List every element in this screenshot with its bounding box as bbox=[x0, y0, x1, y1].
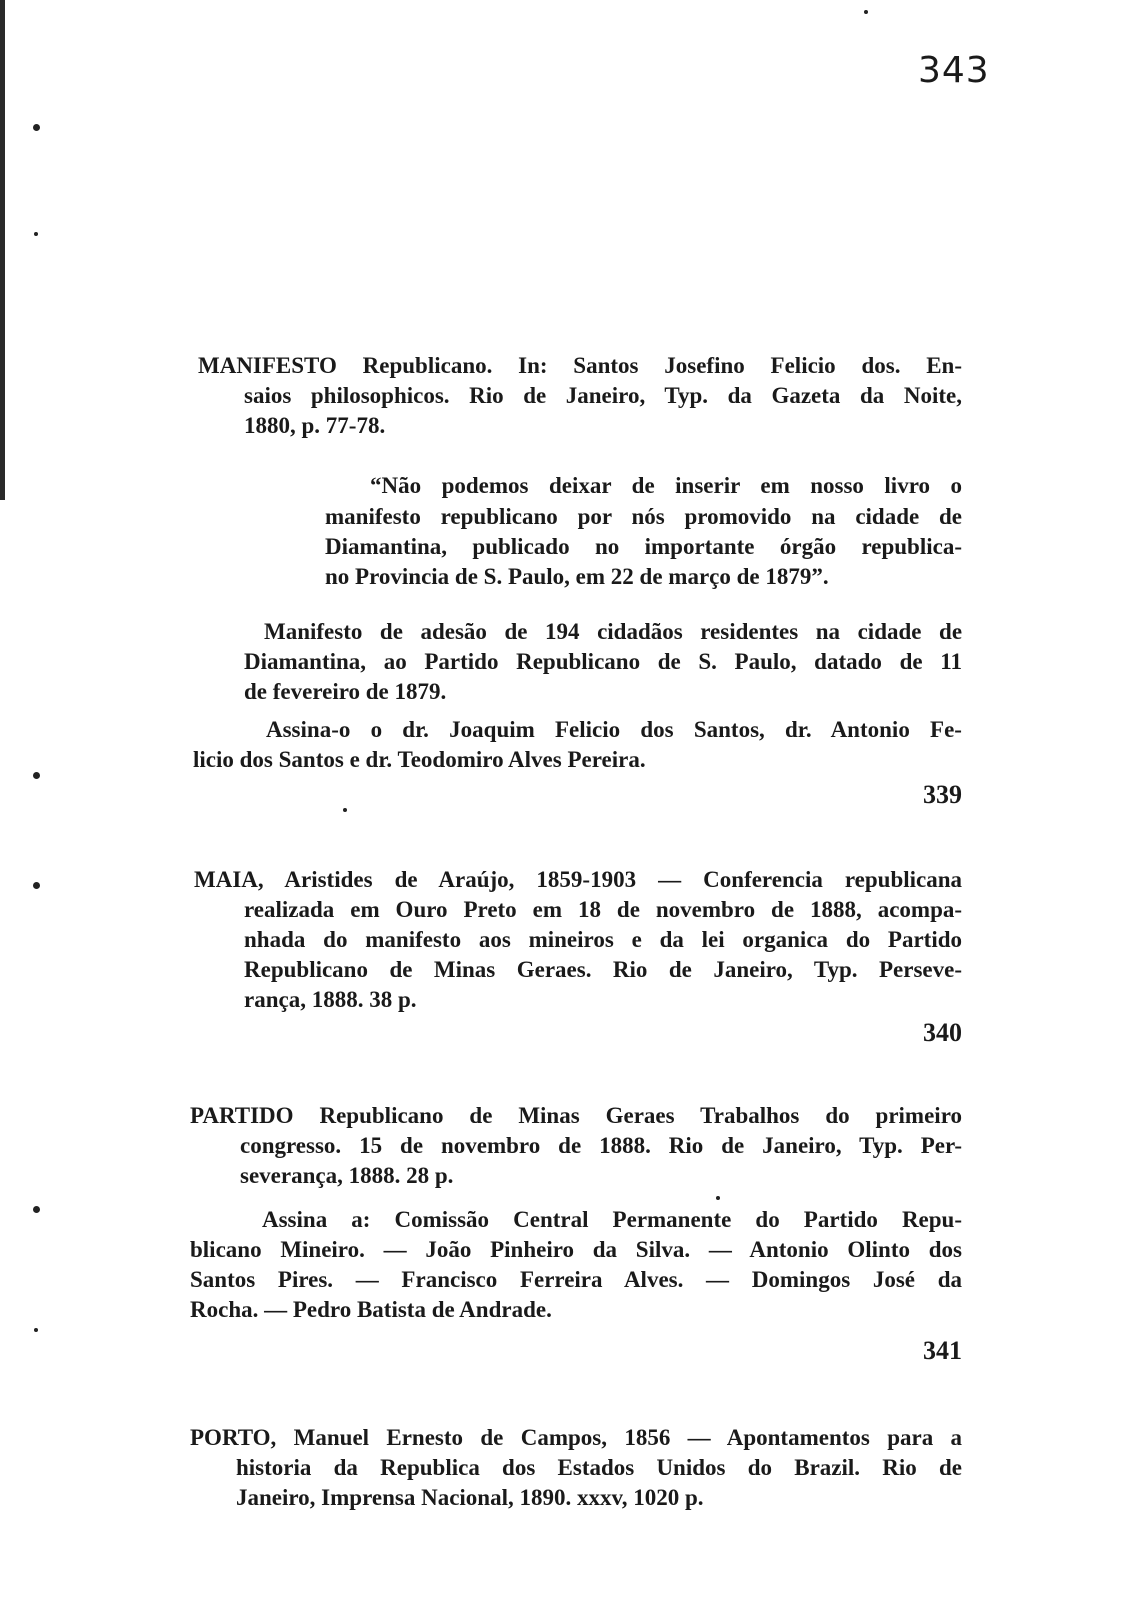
entry-text-line: Assina-o o dr. Joaquim Felicio dos Santos, dr. Antonio Fe- bbox=[266, 717, 962, 742]
scan-speck bbox=[33, 772, 40, 779]
scan-speck bbox=[34, 1328, 38, 1332]
entry-text-line: rança, 1888. 38 p. bbox=[244, 987, 417, 1012]
scan-speck bbox=[33, 1206, 40, 1213]
scan-speck bbox=[33, 882, 40, 889]
entry-number: 341 bbox=[923, 1336, 962, 1365]
entry-text-line: manifesto republicano por nós promovido na cidade de bbox=[325, 504, 963, 529]
entry-text-line: congresso. 15 de novembro de 1888. Rio de Janeiro, Typ. Per- bbox=[240, 1133, 963, 1158]
entry-number: 340 bbox=[923, 1018, 962, 1047]
entry-text-line: Republicano de Minas Geraes. Rio de Janeiro, Typ. Perseve- bbox=[244, 957, 962, 982]
entry-text-line: Manifesto de adesão de 194 cidadãos residentes na cidade de bbox=[264, 619, 963, 644]
entry-text-line: de fevereiro de 1879. bbox=[244, 679, 447, 704]
entry-text-line: “Não podemos deixar de inserir em nosso livro o bbox=[370, 473, 962, 498]
entry-text-line: licio dos Santos e dr. Teodomiro Alves Pereira. bbox=[193, 747, 646, 772]
scan-speck bbox=[34, 232, 38, 236]
page-number: 343 bbox=[918, 50, 990, 91]
scan-speck bbox=[716, 1196, 720, 1200]
entry-text-line: saios philosophicos. Rio de Janeiro, Typ. da Gazeta da Noite, bbox=[244, 383, 962, 408]
entry-text-line: Assina a: Comissão Central Permanente do Partido Repu- bbox=[262, 1207, 963, 1232]
entry-text-line: Santos Pires. — Francisco Ferreira Alves. — Domingos José da bbox=[190, 1267, 963, 1292]
entry-text-line: Rocha. — Pedro Batista de Andrade. bbox=[190, 1297, 552, 1322]
entry-number: 339 bbox=[923, 780, 962, 809]
entry-text-line: MAIA, Aristides de Araújo, 1859-1903 — Conferencia republicana bbox=[194, 867, 963, 892]
entry-text-line: blicano Mineiro. — João Pinheiro da Silva. — Antonio Olinto dos bbox=[190, 1237, 962, 1262]
entry-text-line: PARTIDO Republicano de Minas Geraes Trabalhos do primeiro bbox=[190, 1103, 962, 1128]
entry-text-line: severança, 1888. 28 p. bbox=[240, 1163, 454, 1188]
entry-text-line: Diamantina, ao Partido Republicano de S. Paulo, datado de 11 bbox=[244, 649, 962, 674]
entry-text-line: no Provincia de S. Paulo, em 22 de março de 1879”. bbox=[325, 564, 829, 589]
entry-text-line: 1880, p. 77-78. bbox=[244, 413, 386, 438]
entry-text-line: Janeiro, Imprensa Nacional, 1890. xxxv, 1020 p. bbox=[236, 1485, 704, 1510]
entry-text-line: MANIFESTO Republicano. In: Santos Josefino Felicio dos. En- bbox=[198, 353, 963, 378]
scan-speck bbox=[33, 124, 40, 131]
scan-speck bbox=[343, 808, 347, 812]
scan-edge bbox=[0, 0, 5, 500]
entry-text-line: nhada do manifesto aos mineiros e da lei organica do Partido bbox=[244, 927, 962, 952]
entry-text-line: Diamantina, publicado no importante órgão republica- bbox=[325, 534, 962, 559]
entry-text-line: PORTO, Manuel Ernesto de Campos, 1856 — Apontamentos para a bbox=[190, 1425, 963, 1450]
scan-speck bbox=[864, 10, 868, 14]
entry-text-line: historia da Republica dos Estados Unidos do Brazil. Rio de bbox=[236, 1455, 962, 1480]
entry-text-line: realizada em Ouro Preto em 18 de novembro de 1888, acompa- bbox=[244, 897, 963, 922]
